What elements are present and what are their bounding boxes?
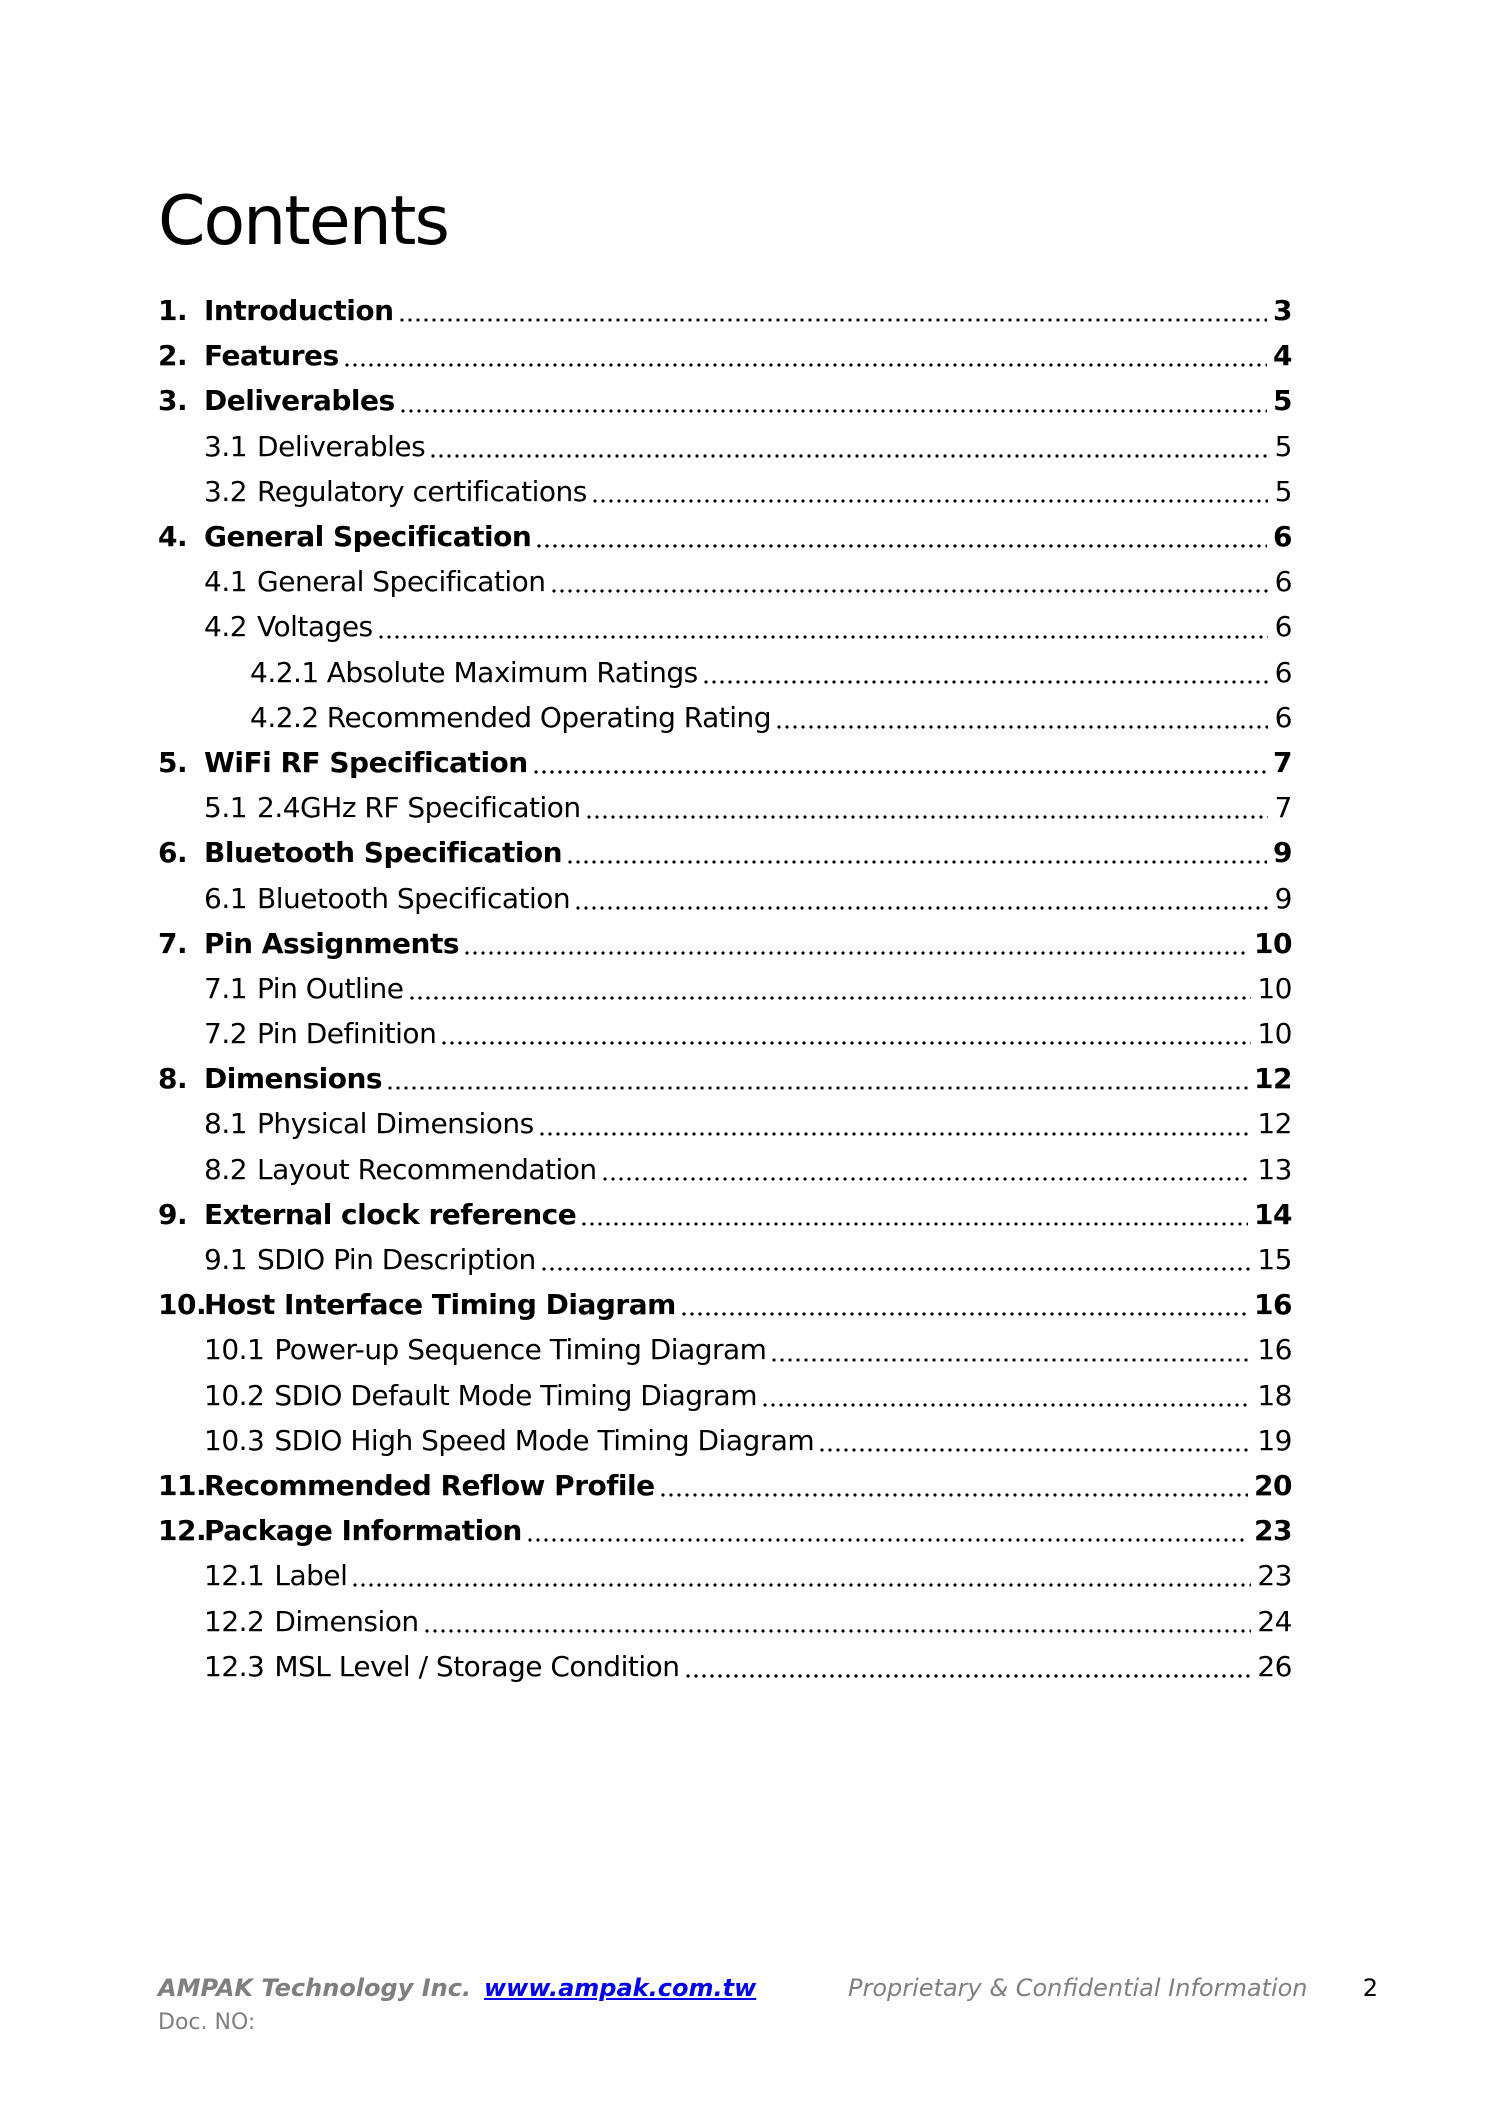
toc-entry-title: External clock reference: [204, 1197, 577, 1231]
toc-entry[interactable]: [158, 1373, 1292, 1418]
toc-dot-leader: [566, 860, 1267, 864]
toc-entry-number: 11.: [158, 1468, 207, 1502]
toc-entry-title: Bluetooth Specification: [204, 836, 563, 870]
footer-website-link[interactable]: www.ampak.com.tw: [484, 1974, 757, 2002]
toc-entry-number: 12.1: [204, 1559, 265, 1593]
toc-dot-leader: [585, 815, 1268, 819]
toc-entry[interactable]: [158, 1192, 1292, 1237]
toc-entry-number: 4.: [158, 520, 188, 554]
toc-entry-number: 10.3: [204, 1423, 265, 1457]
toc-entry-number: 3.2: [204, 474, 248, 508]
toc-entry-number: 4.2: [204, 610, 248, 644]
toc-entry[interactable]: [158, 1508, 1292, 1553]
toc-dot-leader: [423, 1629, 1252, 1633]
toc-entry[interactable]: [158, 559, 1292, 604]
toc-entry-number: 10.: [158, 1288, 207, 1322]
toc-entry-page: 9: [1274, 881, 1292, 915]
toc-entry[interactable]: [158, 1011, 1292, 1056]
toc-entry-title: General Specification: [257, 565, 546, 599]
toc-dot-leader: [535, 544, 1267, 548]
toc-entry[interactable]: [158, 1282, 1292, 1327]
toc-entry-number: 4.1: [204, 565, 248, 599]
toc-entry-number: 8.1: [204, 1107, 248, 1141]
toc-entry[interactable]: [158, 604, 1292, 649]
toc-entry-title: Recommended Reflow Profile: [204, 1468, 655, 1502]
toc-entry-page: 6: [1274, 610, 1292, 644]
toc-entry[interactable]: [158, 1553, 1292, 1598]
toc-dot-leader: [601, 1177, 1252, 1181]
toc-entry-number: 3.: [158, 384, 188, 418]
toc-dot-leader: [343, 363, 1267, 367]
toc-entry[interactable]: [158, 424, 1292, 469]
toc-entry-page: 18: [1257, 1378, 1292, 1412]
toc-entry-title: SDIO Default Mode Timing Diagram: [274, 1378, 757, 1412]
toc-dot-leader: [770, 1358, 1251, 1362]
toc-entry[interactable]: [158, 1644, 1292, 1689]
toc-entry-title: Pin Definition: [257, 1017, 437, 1051]
toc-entry[interactable]: [158, 1418, 1292, 1463]
toc-entry-number: 7.1: [204, 971, 248, 1005]
toc-dot-leader: [591, 499, 1268, 503]
toc-entry[interactable]: [158, 1463, 1292, 1508]
page-title: Contents: [158, 182, 448, 261]
toc-dot-leader: [659, 1493, 1248, 1497]
toc-entry-page: 12: [1257, 1107, 1292, 1141]
toc-entry-title: SDIO High Speed Mode Timing Diagram: [274, 1423, 815, 1457]
toc-entry-number: 9.: [158, 1197, 188, 1231]
toc-dot-leader: [440, 1041, 1251, 1045]
toc-entry-title: Layout Recommendation: [257, 1152, 597, 1186]
toc-entry-title: SDIO Pin Description: [257, 1243, 536, 1277]
toc-entry-number: 8.: [158, 1062, 188, 1096]
toc-entry-page: 10: [1254, 926, 1292, 960]
toc-entry-page: 6: [1273, 520, 1292, 554]
footer-company: AMPAK Technology Inc.: [158, 1974, 472, 2002]
toc-entry-number: 4.2.2: [250, 700, 319, 734]
toc-dot-leader: [550, 589, 1268, 593]
toc-entry-page: 6: [1274, 565, 1292, 599]
toc-entry[interactable]: [158, 650, 1292, 695]
toc-entry-title: Recommended Operating Rating: [326, 700, 772, 734]
toc-entry-title: Voltages: [257, 610, 373, 644]
toc-dot-leader: [429, 454, 1268, 458]
toc-entry-title: Dimension: [274, 1604, 419, 1638]
toc-entry[interactable]: [158, 1598, 1292, 1643]
toc-dot-leader: [680, 1312, 1248, 1316]
toc-entry-number: 3.1: [204, 429, 248, 463]
toc-dot-leader: [386, 1086, 1248, 1090]
toc-dot-leader: [377, 635, 1268, 639]
toc-entry-title: Regulatory certifications: [257, 474, 587, 508]
toc-entry[interactable]: [158, 1327, 1292, 1372]
toc-entry[interactable]: [158, 740, 1292, 785]
page-footer: [158, 1974, 1378, 2044]
toc-entry[interactable]: [158, 288, 1292, 333]
toc-entry[interactable]: [158, 1147, 1292, 1192]
toc-entry-title: Physical Dimensions: [257, 1107, 534, 1141]
table-of-contents: [158, 288, 1292, 1689]
toc-dot-leader: [574, 906, 1268, 910]
toc-entry-page: 10: [1257, 1017, 1292, 1051]
toc-entry-page: 6: [1274, 700, 1292, 734]
toc-entry-page: 26: [1257, 1649, 1292, 1683]
toc-entry-title: General Specification: [204, 520, 532, 554]
toc-entry[interactable]: [158, 966, 1292, 1011]
toc-entry-title: Bluetooth Specification: [257, 881, 571, 915]
toc-dot-leader: [351, 1583, 1251, 1587]
toc-entry-page: 6: [1274, 655, 1292, 689]
toc-entry-number: 10.2: [204, 1378, 265, 1412]
toc-dot-leader: [399, 409, 1267, 413]
toc-entry-title: Dimensions: [204, 1062, 383, 1096]
footer-confidential-notice: Proprietary & Confidential Information: [848, 1974, 1308, 2002]
toc-entry-title: Introduction: [204, 294, 394, 328]
toc-entry[interactable]: [158, 469, 1292, 514]
toc-dot-leader: [775, 725, 1268, 729]
toc-entry-number: 2.: [158, 339, 188, 373]
toc-entry-title: Power-up Sequence Timing Diagram: [274, 1333, 767, 1367]
toc-entry-page: 14: [1254, 1197, 1292, 1231]
toc-entry-number: 4.2.1: [250, 655, 319, 689]
toc-entry-page: 23: [1257, 1559, 1292, 1593]
toc-entry[interactable]: [158, 333, 1292, 378]
toc-entry[interactable]: [158, 1056, 1292, 1101]
toc-entry-number: 12.2: [204, 1604, 265, 1638]
toc-entry-title: Deliverables: [257, 429, 426, 463]
toc-entry[interactable]: [158, 785, 1292, 830]
toc-entry[interactable]: [158, 830, 1292, 875]
toc-dot-leader: [398, 318, 1268, 322]
toc-entry-page: 9: [1273, 836, 1292, 870]
toc-entry[interactable]: [158, 1101, 1292, 1146]
toc-entry-page: 10: [1257, 971, 1292, 1005]
toc-dot-leader: [684, 1674, 1252, 1678]
toc-entry[interactable]: [158, 695, 1292, 740]
toc-dot-leader: [538, 1132, 1252, 1136]
toc-entry-page: 7: [1273, 745, 1292, 779]
toc-entry-page: 19: [1257, 1423, 1292, 1457]
toc-entry-number: 5.1: [204, 791, 248, 825]
toc-entry-page: 12: [1254, 1062, 1292, 1096]
toc-entry-number: 1.: [158, 294, 188, 328]
toc-entry-page: 4: [1273, 339, 1292, 373]
toc-entry-title: Label: [274, 1559, 348, 1593]
toc-dot-leader: [463, 951, 1248, 955]
toc-entry[interactable]: [158, 378, 1292, 423]
toc-dot-leader: [818, 1448, 1251, 1452]
toc-entry-page: 3: [1273, 294, 1292, 328]
toc-entry-page: 16: [1254, 1288, 1292, 1322]
toc-dot-leader: [532, 770, 1267, 774]
toc-entry-page: 15: [1257, 1243, 1292, 1277]
toc-entry-title: Package Information: [204, 1514, 522, 1548]
toc-entry-number: 6.: [158, 836, 188, 870]
toc-entry-title: Features: [204, 339, 339, 373]
toc-entry[interactable]: [158, 875, 1292, 920]
footer-doc-number: Doc. NO:: [158, 2010, 256, 2035]
toc-entry-title: WiFi RF Specification: [204, 745, 528, 779]
toc-entry-number: 7.: [158, 926, 188, 960]
toc-entry-number: 5.: [158, 745, 188, 779]
toc-dot-leader: [761, 1403, 1251, 1407]
toc-entry-page: 23: [1254, 1514, 1292, 1548]
page-number: 2: [1362, 1974, 1378, 2002]
toc-entry-page: 5: [1274, 474, 1292, 508]
toc-entry-page: 5: [1274, 429, 1292, 463]
toc-entry-number: 12.: [158, 1514, 207, 1548]
toc-entry-title: Absolute Maximum Ratings: [326, 655, 698, 689]
toc-entry-number: 9.1: [204, 1243, 248, 1277]
toc-entry-title: Pin Outline: [257, 971, 404, 1005]
toc-entry[interactable]: [158, 921, 1292, 966]
toc-dot-leader: [580, 1222, 1248, 1226]
toc-entry-page: 24: [1257, 1604, 1292, 1638]
toc-dot-leader: [408, 996, 1252, 1000]
toc-entry-number: 6.1: [204, 881, 248, 915]
toc-entry-title: Pin Assignments: [204, 926, 460, 960]
toc-entry-number: 10.1: [204, 1333, 265, 1367]
toc-entry-title: 2.4GHz RF Specification: [257, 791, 581, 825]
toc-entry-page: 16: [1257, 1333, 1292, 1367]
toc-entry-title: MSL Level / Storage Condition: [274, 1649, 680, 1683]
toc-dot-leader: [702, 680, 1268, 684]
toc-entry-title: Deliverables: [204, 384, 395, 418]
toc-dot-leader: [526, 1538, 1248, 1542]
toc-entry-page: 5: [1273, 384, 1292, 418]
toc-entry-page: 13: [1257, 1152, 1292, 1186]
toc-dot-leader: [540, 1267, 1252, 1271]
toc-entry-number: 12.3: [204, 1649, 265, 1683]
toc-entry[interactable]: [158, 1237, 1292, 1282]
toc-entry-title: Host Interface Timing Diagram: [204, 1288, 676, 1322]
toc-entry-number: 7.2: [204, 1017, 248, 1051]
toc-entry[interactable]: [158, 514, 1292, 559]
toc-entry-page: 20: [1254, 1468, 1292, 1502]
toc-entry-page: 7: [1274, 791, 1292, 825]
toc-entry-number: 8.2: [204, 1152, 248, 1186]
